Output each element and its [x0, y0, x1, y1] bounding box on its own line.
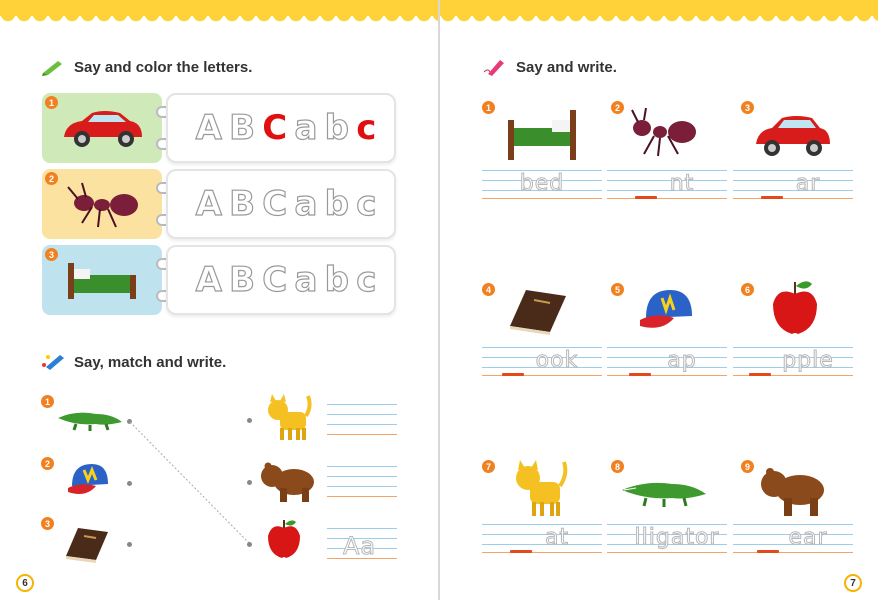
activity3-title: Say and write. — [516, 58, 617, 76]
blank-letter-line — [761, 196, 783, 199]
bed-picture — [42, 245, 162, 315]
letter-A[interactable]: A — [195, 260, 222, 300]
write-lines-7[interactable] — [482, 522, 602, 558]
number-badge: 2 — [45, 172, 58, 185]
writing-lines[interactable] — [327, 528, 397, 560]
top-banner-left — [0, 0, 438, 16]
cat-picture — [262, 392, 314, 444]
writing-lines[interactable] — [327, 404, 397, 436]
bear-picture — [758, 464, 830, 518]
trace-text: nt — [669, 171, 695, 196]
car-picture — [42, 93, 162, 163]
letter-a[interactable]: a — [294, 108, 318, 148]
ant-picture — [42, 169, 162, 239]
write-lines-5[interactable] — [607, 345, 727, 381]
letter-c[interactable]: c — [356, 184, 377, 224]
crayon-icon — [40, 353, 66, 371]
page-number: 7 — [844, 574, 862, 592]
apple-picture — [770, 278, 820, 338]
top-banner-right — [440, 0, 878, 16]
match-line — [128, 420, 253, 546]
activity1-heading — [40, 58, 252, 76]
match-dot[interactable] — [247, 542, 252, 547]
trace-text: ear — [788, 525, 828, 550]
letter-A[interactable]: A — [195, 184, 222, 224]
cat-picture — [512, 458, 572, 520]
pencil-icon — [482, 58, 508, 76]
letter-C[interactable]: C — [262, 184, 288, 224]
number-badge: 2 — [611, 101, 624, 114]
letter-A[interactable]: A — [195, 108, 222, 148]
letter-a[interactable]: a — [294, 184, 318, 224]
letters-card-3 — [166, 245, 396, 315]
number-badge: 3 — [45, 248, 58, 261]
blank-letter-line — [749, 373, 771, 376]
number-badge: 2 — [41, 457, 54, 470]
write-lines-6[interactable] — [733, 345, 853, 381]
trace-text: bed — [519, 171, 565, 196]
letter-c[interactable]: c — [356, 260, 377, 300]
color-row-2-picture-panel — [42, 169, 162, 239]
number-badge: 3 — [41, 517, 54, 530]
number-badge: 3 — [741, 101, 754, 114]
book-picture — [506, 286, 570, 336]
write-lines-1[interactable] — [482, 168, 602, 204]
activity1-title: Say and color the letters. — [74, 58, 253, 76]
blank-letter-line — [629, 373, 651, 376]
number-badge: 1 — [45, 96, 58, 109]
number-badge: 5 — [611, 283, 624, 296]
cap-picture — [638, 284, 696, 334]
write-lines-2[interactable] — [607, 168, 727, 204]
alligator-picture — [620, 472, 710, 512]
crayon-icon — [40, 58, 66, 76]
trace-text: ar — [795, 171, 821, 196]
number-badge: 6 — [741, 283, 754, 296]
ant-picture — [628, 108, 704, 158]
letter-B[interactable]: B — [229, 260, 256, 300]
match-dot[interactable] — [247, 418, 252, 423]
trace-text: ook — [535, 348, 579, 373]
activity2-heading — [40, 353, 226, 371]
letter-b[interactable]: b — [324, 184, 349, 224]
number-badge: 1 — [482, 101, 495, 114]
letter-a[interactable]: a — [294, 260, 318, 300]
page-gutter — [438, 0, 440, 600]
cap-picture — [66, 458, 112, 500]
color-row-3-picture-panel — [42, 245, 162, 315]
activity2-title: Say, match and write. — [74, 353, 227, 371]
letter-c[interactable]: c — [356, 108, 377, 148]
trace-text: at — [544, 525, 570, 550]
book-picture — [62, 524, 112, 564]
letter-B[interactable]: B — [229, 108, 256, 148]
trace-text: ap — [667, 348, 697, 373]
letter-b[interactable]: b — [324, 260, 349, 300]
number-badge: 8 — [611, 460, 624, 473]
blank-letter-line — [502, 373, 524, 376]
write-lines-3[interactable] — [733, 168, 853, 204]
trace-text: pple — [782, 348, 834, 373]
page-number: 6 — [16, 574, 34, 592]
car-picture — [752, 110, 832, 160]
writing-lines[interactable] — [327, 466, 397, 498]
apple-picture — [266, 518, 302, 562]
bed-picture — [506, 106, 578, 162]
activity3-heading — [482, 58, 617, 76]
write-lines-8[interactable] — [607, 522, 727, 558]
alligator-picture — [56, 404, 126, 434]
blank-letter-line — [635, 196, 657, 199]
number-badge: 1 — [41, 395, 54, 408]
letters-card-2 — [166, 169, 396, 239]
write-lines-9[interactable] — [733, 522, 853, 558]
letter-C[interactable]: C — [262, 260, 288, 300]
letter-C[interactable]: C — [262, 108, 288, 148]
trace-text: Aa — [343, 532, 377, 560]
letters-card-1 — [166, 93, 396, 163]
bear-picture — [258, 458, 318, 504]
match-dot[interactable] — [247, 480, 252, 485]
number-badge: 4 — [482, 283, 495, 296]
number-badge: 9 — [741, 460, 754, 473]
number-badge: 7 — [482, 460, 495, 473]
color-row-1-picture-panel — [42, 93, 162, 163]
letter-B[interactable]: B — [229, 184, 256, 224]
blank-letter-line — [510, 550, 532, 553]
write-lines-4[interactable] — [482, 345, 602, 381]
letter-b[interactable]: b — [324, 108, 349, 148]
trace-text: lligator — [634, 525, 720, 550]
blank-letter-line — [757, 550, 779, 553]
